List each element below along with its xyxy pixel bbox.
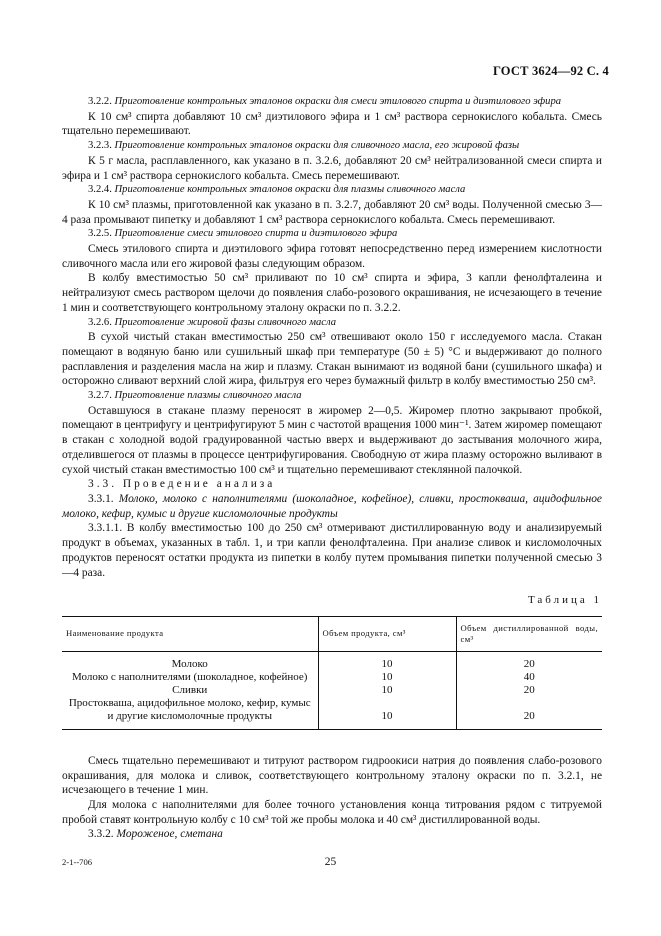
product-name-cell: Сливки <box>172 683 208 696</box>
table-row <box>62 671 602 684</box>
paragraph: В колбу вместимостью 50 см³ приливают по 10 см³ спирта и эфира, 3 капли фенолфталеина и нейтрализуют смесь раствором щелочи до появления слабо-розового окрашивания, не исчезающего в течение 1 мин и соответствующего контрольному эталону окраски по п. 3.2.2. <box>62 272 602 314</box>
water-volume-cell: 20 <box>456 697 602 730</box>
product-volume-cell: 10 <box>318 684 456 697</box>
table-title: Таблица 1 <box>527 594 602 607</box>
section-heading: 3.2.5. Приготовление смеси этилового спирта и диэтилового эфира <box>88 228 398 240</box>
product-name-cell: Молоко с наполнителями (шоколадное, кофейное) <box>72 670 308 683</box>
paragraph: Оставшуюся в стакане плазму переносят в жиромер 2—0,5. Жиромер плотно закрывают пробкой, помещают в центрифугу и центрифугируют 5 мин с частотой вращения 1000 мин⁻¹. Затем жиромер помещают в стакан с холодной водой градуированной частью вверх и выдерживают до застывания молочного жира, отделившегося от плазмы в процессе центрифугирования. Свободную от жира плазму осторожно выливают в сухой чистый стакан вместимостью 100 см³ и тщательно перемешивают стеклянной палочкой. <box>62 404 602 476</box>
paragraph: В сухой чистый стакан вместимостью 250 см³ отвешивают около 150 г исследуемого масла. Стакан помещают в водяную баню или сушильный шкаф при температуре (50 ± 5) °С и выдерживают до полного расплавления и разделения масла на жир и плазму. Стакан вынимают из водяной бани (сушильного шкафа) и осторожно сливают верхний слой жира, фильтруя его через бумажный фильтр в колбу вместимостью 250 см³. <box>62 331 602 388</box>
table-row <box>62 697 602 730</box>
paragraph: К 10 см³ плазмы, приготовленной как указано в п. 3.2.7, добавляют 20 см³ воды. Полученной смесью 3—4 раза промывают пипетку и добавляют 1 см³ раствора сернокислого кобальта. Смесь перемешивают. <box>62 198 602 226</box>
product-name-cell: Простокваша, ацидофильное молоко, кефир, кумыс и другие кисломолочные продукты <box>62 697 318 730</box>
product-volume-cell: 10 <box>318 651 456 671</box>
table-header-row <box>62 616 602 651</box>
product-volume-cell: 10 <box>318 697 456 730</box>
product-name-cell: Молоко <box>171 657 208 670</box>
subsection-heading: 3.3.2. Мороженое, сметана <box>88 828 223 841</box>
table-row <box>62 651 602 671</box>
section-heading: 3.2.6. Приготовление жировой фазы сливочного масла <box>88 316 337 328</box>
section-heading: 3.2.4. Приготовление контрольных эталонов окраски для плазмы сливочного масла <box>88 184 466 196</box>
after-table-text <box>62 754 602 842</box>
section-heading: 3.2.3. Приготовление контрольных эталонов окраски для сливочного масла, его жировой фазы <box>88 140 520 152</box>
data-table <box>62 616 602 730</box>
paragraph: Смесь тщательно перемешивают и титруют раствором гидроокиси натрия до появления слабо-розового окрашивания, для молока и сливок, соответствующего контрольному эталону окраски по п. 3.2.1, не исчезающего в течение 1 мин. <box>62 754 602 797</box>
water-volume-cell: 20 <box>456 651 602 671</box>
water-volume-cell: 20 <box>456 684 602 697</box>
water-volume-cell: 40 <box>456 671 602 684</box>
paragraph: К 10 см³ спирта добавляют 10 см³ диэтилового эфира и 1 см³ раствора сернокислого кобальта. Смесь тщательно перемешивают. <box>62 110 602 138</box>
table-row <box>62 684 602 697</box>
column-header: Объем продукта, см³ <box>318 616 456 651</box>
document-header: ГОСТ 3624—92 С. 4 <box>492 64 609 78</box>
column-header: Объем дистиллированной воды, см³ <box>456 616 602 651</box>
paragraph: К 5 г масла, расплавленного, как указано в п. 3.2.6, добавляют 20 см³ нейтрализованной смеси спирта и эфира и 1 см³ раствора сернокислого кобальта. Смесь перемешивают. <box>62 154 602 182</box>
paragraph: Смесь этилового спирта и диэтилового эфира готовят непосредственно перед измерением кислотности сливочного масла или его жировой фазы следующим образом. <box>62 243 602 270</box>
section-heading: 3.2.7. Приготовление плазмы сливочного масла <box>88 390 302 402</box>
paragraph: 3.3.1.1. В колбу вместимостью 100 до 250 см³ отмеривают дистиллированную воду и анализируемый продукт в объемах, указанных в табл. 1, и три капли фенолфталеина. При анализе сливок и кисломолочных продуктов переносят остатки продукта из пипетки в колбу путем промывания пипетки полученной смесью 3—4 раза. <box>62 522 602 579</box>
print-code: 2-1--706 <box>62 857 93 867</box>
product-volume-cell: 10 <box>318 671 456 684</box>
page-number: 25 <box>324 856 337 868</box>
column-header: Наименование продукта <box>62 616 318 651</box>
section-heading-analysis: 3.3. Проведение анализа <box>88 478 276 491</box>
subsection-heading: 3.3.1. Молоко, молоко с наполнителями (шоколадное, кофейное), сливки, простокваша, ацидофильное молоко, кефир, кумыс и другие кисломолочные продукты <box>62 492 602 520</box>
page-content <box>62 95 602 842</box>
section-heading: 3.2.2. Приготовление контрольных эталонов окраски для смеси этилового спирта и диэтилового эфира <box>88 96 562 107</box>
paragraph: Для молока с наполнителями для более точного установления конца титрования рядом с титруемой пробой ставят контрольную колбу с 10 см³ той же пробы молока и 40 см³ дистиллированной воды. <box>62 799 602 826</box>
